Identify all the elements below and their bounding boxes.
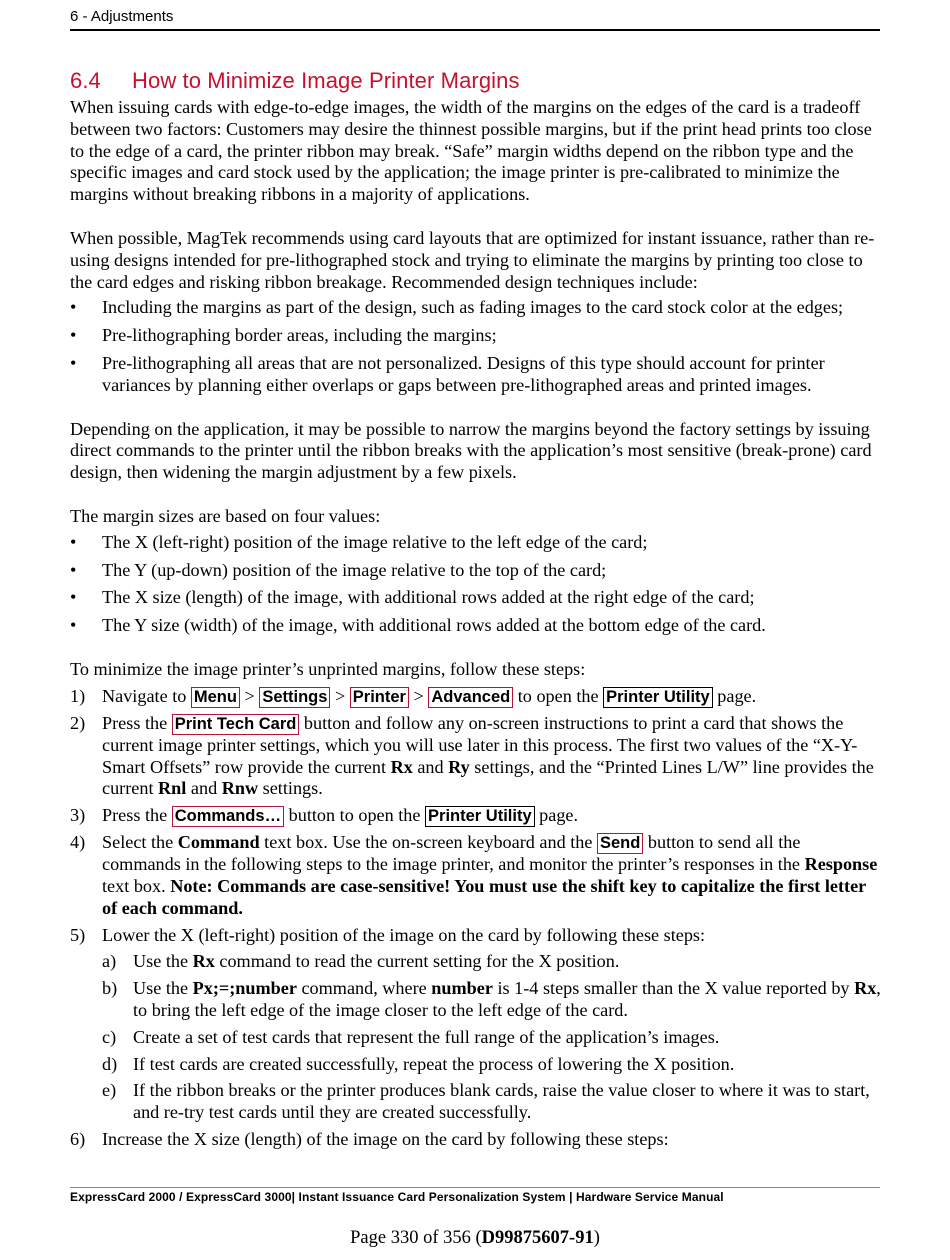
- section-heading: [70, 68, 520, 94]
- substep-c: c) Create a set of test cards that represent the full range of the application’s images.: [102, 1026, 720, 1047]
- section-number: 6.4: [70, 68, 101, 93]
- section-title: How to Minimize Image Printer Margins: [132, 68, 520, 93]
- step-1: 1) Navigate to Menu > Settings > Printer > Advanced to open the Printer Utility page.: [70, 685, 757, 706]
- paragraph-steps-intro: To minimize the image printer’s unprinted margins, follow these steps:: [70, 658, 586, 679]
- list-item: • Including the margins as part of the design, such as fading images to the card stock color at the edges;: [70, 297, 844, 318]
- body-content: [70, 97, 882, 1151]
- running-footer: [70, 1187, 880, 1204]
- list-item: • Pre-lithographing border areas, including the margins;: [70, 325, 497, 346]
- print-tech-card-button: Print Tech Card: [172, 714, 300, 735]
- settings-button: Settings: [259, 687, 330, 708]
- footer-text: ExpressCard 2000 / ExpressCard 3000| Instant Issuance Card Personalization System | Hardware Service Manual: [70, 1190, 724, 1204]
- step-3: 3) Press the Commands… button to open the Printer Utility page.: [70, 805, 579, 826]
- page-number: Page 330 of 356 (D99875607-91): [350, 1228, 600, 1248]
- commands-button: Commands…: [172, 806, 284, 827]
- printer-utility-page-label: Printer Utility: [425, 806, 535, 827]
- send-button: Send: [597, 833, 643, 854]
- menu-button: Menu: [191, 687, 240, 708]
- printer-utility-page-label: Printer Utility: [603, 687, 713, 708]
- steps-list: [70, 686, 882, 1151]
- substep-a: a) Use the Rx command to read the current setting for the X position.: [102, 951, 620, 972]
- list-item: • The Y size (width) of the image, with additional rows added at the bottom edge of the card.: [70, 615, 766, 636]
- step-6: 6) Increase the X size (length) of the image on the card by following these steps:: [70, 1128, 669, 1149]
- substep-e: e) If the ribbon breaks or the printer produces blank cards, raise the value closer to where it was to start, and re-try test cards until they are created successfully.: [102, 1080, 870, 1123]
- paragraph-intro: When issuing cards with edge-to-edge images, the width of the margins on the edges of the card is a tradeoff between two factors: Customers may desire the thinnest possible margins, but if the print head prints too close to the edge of a card, the printer ribbon may break. “Safe” margin widths depend on the ribbon type and the specific images and card stock used by the application; the image printer is pre-calibrated to minimize the margins without breaking ribbons in a majority of applications.: [70, 97, 872, 205]
- substeps-list: [102, 951, 882, 1124]
- step-4: 4) Select the Command text box. Use the on-screen keyboard and the Send button to send all the commands in the following steps to the image printer, and monitor the printer’s responses in the Response text box. Note: Commands are case-sensitive! You must use the shift key to capitalize the first letter of each command.: [70, 832, 878, 918]
- list-item: • The X (left-right) position of the image relative to the left edge of the card;: [70, 531, 648, 552]
- substep-b: b) Use the Px;=;number command, where number is 1-4 steps smaller than the X value reported by Rx, to bring the left edge of the image closer to the left edge of the card.: [102, 978, 881, 1020]
- paragraph-narrowing: Depending on the application, it may be possible to narrow the margins beyond the factory settings by issuing direct commands to the printer until the ribbon breaks with the application’s most sensitive (break-prone) card design, then widening the margin adjustment by a few pixels.: [70, 418, 872, 483]
- document-number: D99875607-91: [481, 1228, 594, 1248]
- running-header: [70, 8, 880, 31]
- case-sensitive-note: Note: Commands are case-sensitive! You must use the shift key to capitalize the first letter of each command.: [102, 875, 866, 918]
- list-item: • Pre-lithographing all areas that are not personalized. Designs of this type should account for printer variances by planning either overlaps or gaps between pre-lithographed areas and printed images.: [70, 352, 825, 395]
- margin-values-list: [70, 532, 882, 637]
- step-5: 5) Lower the X (left-right) position of the image on the card by following these steps: a) Use the Rx command to read the current setting for the X position. b) Use the Px;=;number command, where number is 1-4 steps smaller than the X value reported by Rx, to bring the left edge of the image closer to the left edge of the card. c) Create a set of test cards that represent the full range of the application’s images. d) If test cards are created successfully, repeat the process of lowering the X position. e) If the ribbon breaks or the printer produces blank cards, raise the value closer to where it was to start, and re-try test cards until they are created successfully.: [70, 924, 881, 1123]
- paragraph-recommendation: When possible, MagTek recommends using card layouts that are optimized for instant issuance, rather than re-using designs intended for pre-lithographed stock and trying to eliminate the margins by printing too close to the card edges and risking ribbon breakage. Recommended design techniques include:: [70, 227, 875, 292]
- step-2: 2) Press the Print Tech Card button and follow any on-screen instructions to print a card that shows the current image printer settings, which you will use later in this process. The first two values of the “X-Y-Smart Offsets” row provide the current Rx and Ry settings, and the “Printed Lines L/W” line provides the current Rnl and Rnw settings.: [70, 712, 874, 799]
- design-techniques-list: [70, 297, 882, 396]
- list-item: • The Y (up-down) position of the image relative to the top of the card;: [70, 559, 607, 580]
- chapter-label: 6 - Adjustments: [70, 8, 174, 25]
- substep-d: d) If test cards are created successfully, repeat the process of lowering the X position.: [102, 1053, 735, 1074]
- printer-button: Printer: [350, 687, 409, 708]
- paragraph-margin-values: The margin sizes are based on four values:: [70, 505, 381, 526]
- advanced-button: Advanced: [428, 687, 513, 708]
- list-item: • The X size (length) of the image, with additional rows added at the right edge of the card;: [70, 587, 755, 608]
